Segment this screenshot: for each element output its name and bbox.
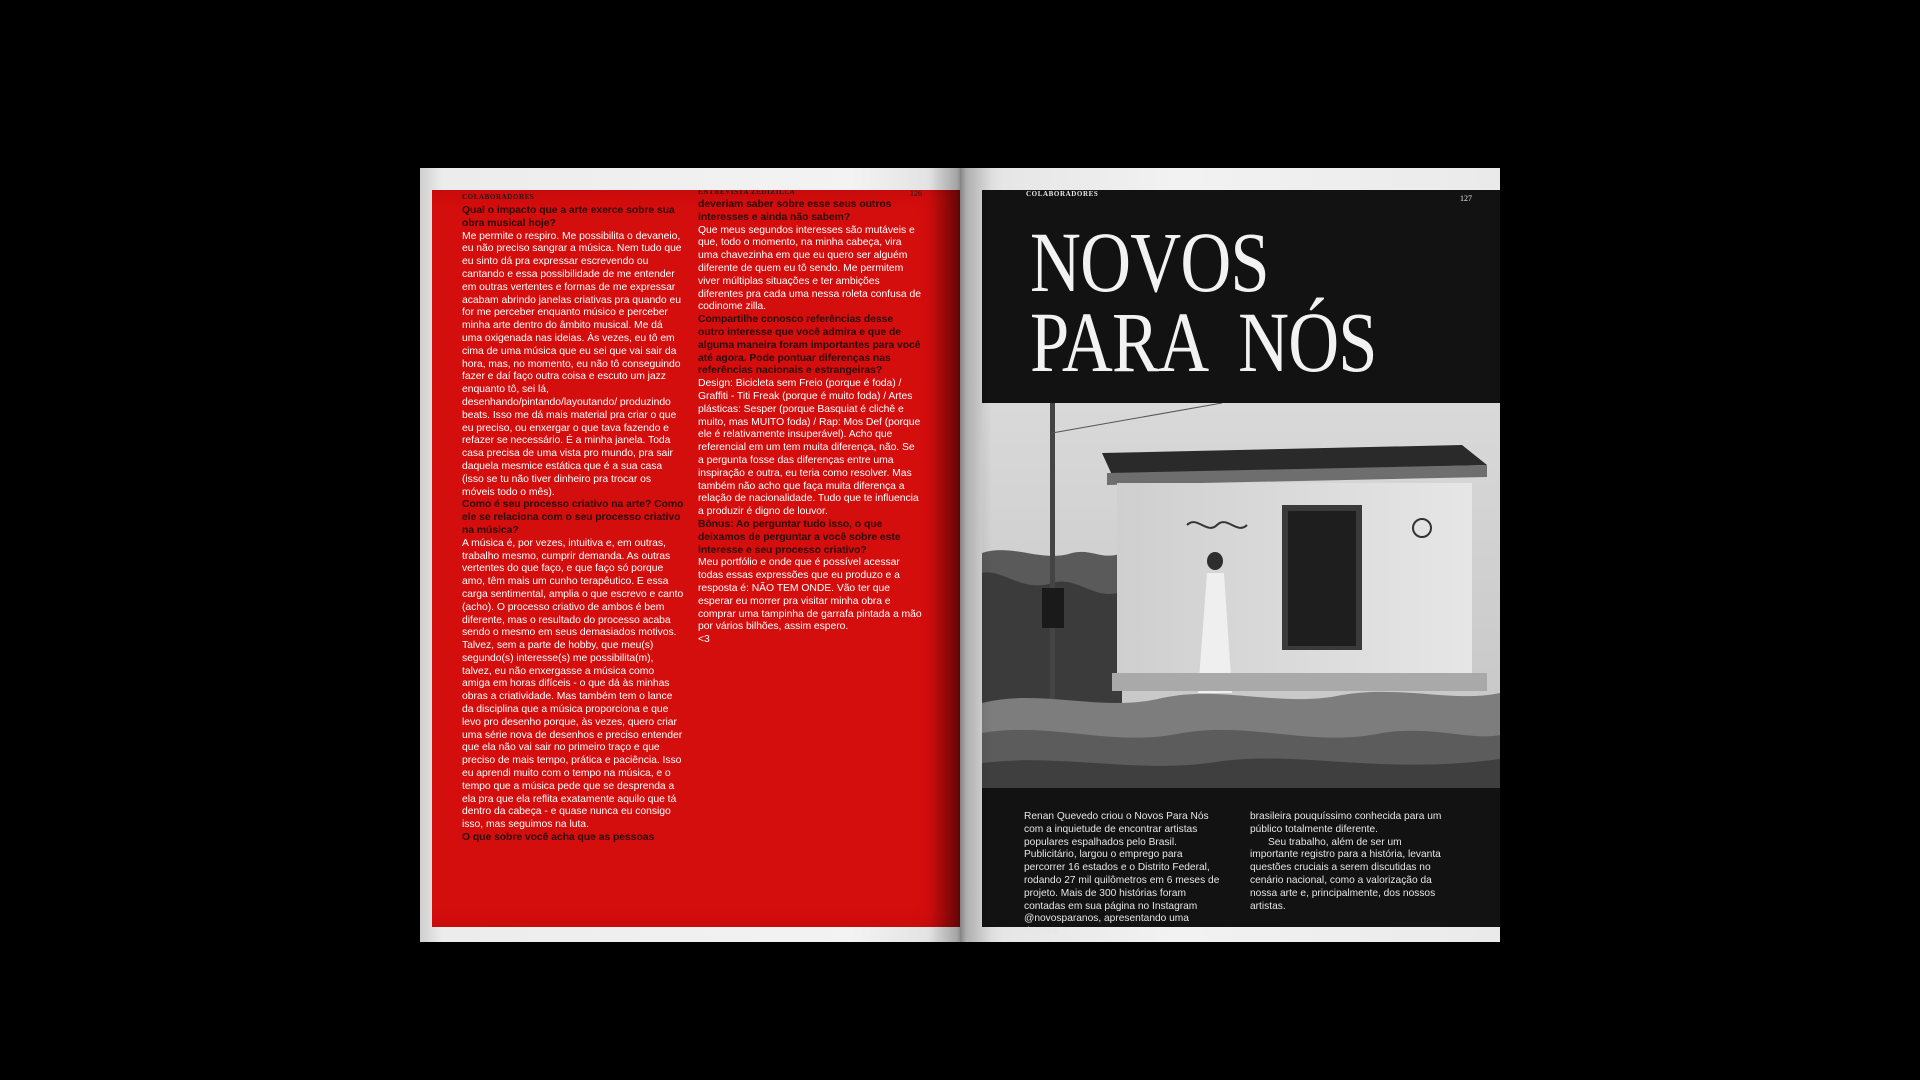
magazine-spread bbox=[420, 168, 1500, 942]
feature-text-column-1 bbox=[1024, 811, 1224, 939]
interview-answer: Design: Bicicleta sem Freio (porque é foda) / Graffiti - Titi Freak (porque é muito foda) / Artes plásticas: Sesper (porque Basquiat é clichê e muito, mas MUITO foda) / Rap: Mos Def (porque ele é relativamente insuperável). Acho que referencial em um tem muita diferença, não. Se a pergunta fosse das diferenças entre uma inspiração e outra, eu teria como resolver. Mas também não acho que faça muita diferença a relação de nacionalidade. Tudo que te influencia a produzir é digno de louvor. bbox=[698, 378, 921, 518]
feature-paragraph-3: Seu trabalho, além de ser um importante registro para a história, levanta questões cruciais a serem discutidas no cenário nacional, como a valorização da nossa arte e, principalmente, dos nossos artistas. bbox=[1250, 836, 1441, 912]
interview-answer: A música é, por vezes, intuitiva e, em outras, trabalho mesmo, cumprir demanda. As outras vertentes do que faço, e que faço só porque amo, têm mais um cunho terapêutico. E essa carga sentimental, amplia o que escrevo e canto (acho). O processo criativo de ambos é bem diferente, mas o resultado do processo acaba sendo o mesmo em seus demasiados motivos. Talvez, sem a parte de hobby, que meu(s) segundo(s) interesse(s) me possibilita(m), talvez, eu não enxergasse a música como amiga em horas difíceis - o que dá às minhas obras a criatividade. Mas também tem o lance da disciplina que a música proporciona e que levo pro desenho porque, às vezes, quero criar uma série nova de desenhos e preciso entender que ela não vai sair no primeiro traço e que preciso de mais tempo, prática e paciência. Isso eu aprendi muito com o tempo na música, e o tempo que a música pede que se desprenda a ela pra que ela reflita exatamente aquilo que tá dentro da cabeça - e quase nunca eu consigo isso, mas seguimos na luta. bbox=[462, 537, 684, 831]
running-head-right: COLABORADORES bbox=[1026, 190, 1099, 198]
page-number-right: 127 bbox=[1460, 194, 1472, 203]
interview-answer: Me permite o respiro. Me possibilita o devaneio, eu não preciso sangrar a música. Nem tudo que eu sinto dá pra expressar escrevendo ou cantando e essa possibilidade de me entender em outras vertentes e formas de me expressar acabam abrindo janelas criativas pra quando eu for me perceber enquanto músico e perceber minha arte dentro do âmbito musical. Me dá uma oxigenada nas ideias. Às vezes, eu tô em cima de uma música que eu sei que vai sair da hora, mas, no momento, eu não tô conseguindo fazer e daí faço outra coisa e escuto um jazz enquanto tô, sei lá, desenhando/pintando/layoutando/ produzindo beats. Isso me dá mais material pra criar o que eu preciso, ou enxergar o que tava fazendo e refazer se necessário. É a minha janela. Toda casa precisa de uma vista pro mundo, pra sair daquela mesmice estática que é a sua casa (isso se tu não tiver dinheiro pra trocar os móveis todo o mês). bbox=[462, 230, 682, 498]
interview-answer: Que meus segundos interesses são mutáveis e que, todo o momento, na minha cabeça, vira uma chavezinha em que eu quero ser alguém diferente de quem eu tô sendo. Me permitem viver múltiplas situações e ter ambições diferentes pra cada uma nessa roleta confusa de codinome zilla. bbox=[698, 224, 921, 313]
feature-photo bbox=[982, 403, 1500, 788]
left-page bbox=[420, 168, 960, 942]
running-head-interview: ENTREVISTA ZEDIZILLA bbox=[698, 190, 796, 196]
interview-column-2 bbox=[698, 199, 922, 647]
red-text-panel bbox=[432, 190, 960, 927]
interview-question: O que sobre você acha que as pessoas bbox=[462, 832, 655, 844]
feature-paragraph-1: Renan Quevedo criou o Novos Para Nós com a inquietude de encontrar artistas populares espalhados pelo Brasil. Publicitário, largou o emprego para percorrer 16 estados e o Distrito Federal, rodando 27 mil quilômetros em 6 meses de projeto. Mais de 300 histórias foram contadas em sua página no Instagram @novosparanos, apresentando uma riqueza bbox=[1024, 811, 1220, 938]
running-head-left: COLABORADORES bbox=[462, 193, 535, 201]
interview-question: Como é seu processo criativo na arte? Como ele se relaciona com o seu processo criativo na música? bbox=[462, 499, 684, 536]
feature-text-column-2 bbox=[1250, 811, 1450, 913]
title-line-2: PARA NÓS bbox=[1030, 294, 1377, 390]
right-page bbox=[960, 168, 1500, 942]
interview-question: Compartilhe conosco referências desse outro interesse que você admira e que de alguma maneira foram importantes para você até agora. Pode pontuar diferenças nas referências nacionais e estrangeiras? bbox=[698, 314, 921, 377]
dark-feature-panel bbox=[982, 190, 1500, 938]
interview-answer: Meu portfólio e onde que é possível acessar todas essas expressões que eu produzo e a resposta é: NÃO TEM ONDE. Vão ter que esperar eu morrer pra visitar minha obra e comprar uma tampinha de garrafa pintada a mão por vários bilhões, assim espero. <3 bbox=[698, 557, 922, 646]
interview-question: Bônus: Ao perguntar tudo isso, o que deixamos de perguntar a você sobre este interesse e seu processo criativo? bbox=[698, 518, 901, 556]
interview-question: Qual o impacto que a arte exerce sobre sua obra musical hoje? bbox=[462, 205, 675, 229]
title-line-1: NOVOS bbox=[1030, 214, 1269, 310]
interview-column-1 bbox=[462, 205, 684, 845]
interview-question: deveriam saber sobre esse seus outros interesses e ainda não sabem? bbox=[698, 199, 892, 223]
feature-title bbox=[1030, 214, 1377, 390]
page-number-left: 126 bbox=[910, 190, 922, 198]
feature-paragraph-2: brasileira pouquíssimo conhecida para um público totalmente diferente. bbox=[1250, 811, 1442, 835]
